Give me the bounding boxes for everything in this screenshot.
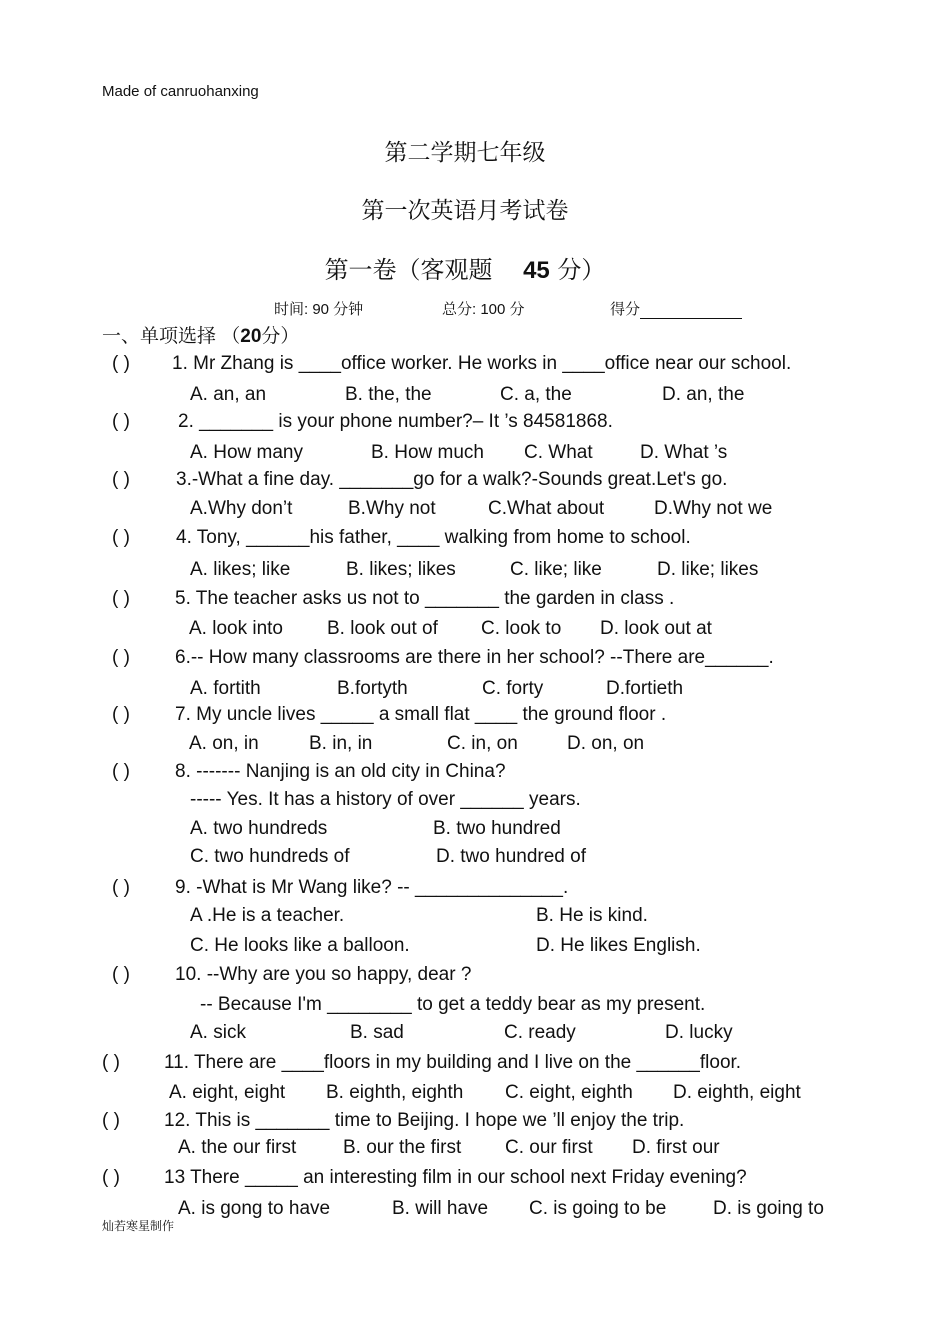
section-heading	[102, 321, 299, 348]
part-title	[0, 250, 930, 285]
q13-option-c: C. is going to be	[529, 1198, 667, 1219]
section-points: 20	[240, 326, 262, 347]
q7-option-d: D. on, on	[567, 733, 645, 754]
q11-option-b: B. eighth, eighth	[326, 1082, 464, 1103]
q5-stem: 5. The teacher asks us not to _______ the garden in class .	[175, 588, 675, 609]
q11-stem: 11. There are ____floors in my building and I live on the ______floor.	[164, 1052, 742, 1073]
q8-option-c: C. two hundreds of	[190, 846, 350, 867]
q8-stem: 8. ------- Nanjing is an old city in China?	[175, 761, 506, 782]
q1-stem: 1. Mr Zhang is ____office worker. He works in ____office near our school.	[172, 353, 792, 374]
q4-option-a: A. likes; like	[190, 559, 291, 580]
q3-stem: 3.-What a fine day. _______go for a walk?-Sounds great.Let's go.	[176, 469, 728, 490]
q5-option-c: C. look to	[481, 618, 562, 639]
q12-option-d: D. first our	[632, 1137, 720, 1158]
q3-paren: ( )	[112, 469, 130, 490]
q13-paren: ( )	[102, 1167, 120, 1188]
grade-title: 第二学期七年级	[384, 140, 546, 166]
q2-option-a: A. How many	[190, 442, 303, 463]
q12-option-b: B. our the first	[343, 1137, 462, 1158]
q9-option-a: A .He is a teacher.	[190, 905, 345, 926]
q2-stem: 2. _______ is your phone number?– It ’s 84581868.	[178, 411, 613, 432]
exam-time: 时间: 90 分钟	[274, 301, 364, 318]
q8-option-d: D. two hundred of	[436, 846, 586, 867]
q2-option-d: D. What ’s	[640, 442, 728, 463]
q11-paren: ( )	[102, 1052, 120, 1073]
q10-option-c: C. ready	[504, 1022, 576, 1043]
q1-option-d: D. an, the	[662, 384, 745, 405]
q4-stem: 4. Tony, ______his father, ____ walking from home to school.	[176, 527, 691, 548]
part-suffix: 分）	[557, 256, 606, 284]
q10-stem: 10. --Why are you so happy, dear ?	[175, 964, 472, 985]
q4-option-b: B. likes; likes	[346, 559, 456, 580]
q12-paren: ( )	[102, 1110, 120, 1131]
q10-option-b: B. sad	[350, 1022, 404, 1043]
q13-option-d: D. is going to	[713, 1198, 824, 1219]
q10-option-a: A. sick	[190, 1022, 246, 1043]
q4-option-c: C. like; like	[510, 559, 602, 580]
q1-option-a: A. an, an	[190, 384, 267, 405]
q10-paren: ( )	[112, 964, 130, 985]
q5-option-b: B. look out of	[327, 618, 438, 639]
q3-option-a: A.Why don’t	[190, 498, 293, 519]
q6-option-d: D.fortieth	[606, 678, 684, 699]
q7-option-b: B. in, in	[309, 733, 373, 754]
q3-option-c: C.What about	[488, 498, 605, 519]
q1-paren: ( )	[112, 353, 130, 374]
q11-option-c: C. eight, eighth	[505, 1082, 633, 1103]
exam-total: 总分: 100 分	[442, 301, 525, 318]
section-label: 一、单项选择 （	[102, 326, 241, 347]
q2-option-b: B. How much	[371, 442, 484, 463]
q2-paren: ( )	[112, 411, 130, 432]
q3-option-d: D.Why not we	[654, 498, 773, 519]
q10-stem-reply: -- Because I'm ________ to get a teddy bear as my present.	[200, 994, 706, 1015]
q1-option-c: C. a, the	[500, 384, 572, 405]
q7-option-a: A. on, in	[189, 733, 259, 754]
q5-paren: ( )	[112, 588, 130, 609]
q4-option-d: D. like; likes	[657, 559, 759, 580]
q9-option-c: C. He looks like a balloon.	[190, 935, 410, 956]
q7-stem: 7. My uncle lives _____ a small flat ____ the ground floor .	[175, 704, 667, 725]
q9-option-b: B. He is kind.	[536, 905, 648, 926]
score-label: 得分	[610, 301, 641, 318]
q6-paren: ( )	[112, 647, 130, 668]
q6-stem: 6.-- How many classrooms are there in her school? --There are______.	[175, 647, 774, 668]
q8-option-b: B. two hundred	[433, 818, 561, 839]
section-suffix: 分）	[261, 326, 300, 347]
q12-stem: 12. This is _______ time to Beijing. I hope we ’ll enjoy the trip.	[164, 1110, 685, 1131]
q2-option-c: C. What	[524, 442, 593, 463]
q5-option-d: D. look out at	[600, 618, 712, 639]
q11-option-a: A. eight, eight	[169, 1082, 286, 1103]
part-prefix: 第一卷（客观题	[324, 256, 493, 284]
q6-option-c: C. forty	[482, 678, 544, 699]
q4-paren: ( )	[112, 527, 130, 548]
q8-option-a: A. two hundreds	[190, 818, 328, 839]
q1-option-b: B. the, the	[345, 384, 432, 405]
q8-paren: ( )	[112, 761, 130, 782]
q7-option-c: C. in, on	[447, 733, 518, 754]
q6-option-a: A. fortith	[190, 678, 261, 699]
page-header: Made of canruohanxing	[102, 83, 259, 100]
part-score: 45	[523, 257, 550, 284]
q3-option-b: B.Why not	[348, 498, 436, 519]
q13-option-a: A. is gong to have	[178, 1198, 331, 1219]
score-blank	[640, 303, 742, 319]
q13-option-b: B. will have	[392, 1198, 489, 1219]
q7-paren: ( )	[112, 704, 130, 725]
exam-score-field	[610, 298, 742, 319]
q13-stem: 13 There _____ an interesting film in our school next Friday evening?	[164, 1167, 747, 1188]
q9-stem: 9. -What is Mr Wang like? -- ______________.	[175, 877, 569, 898]
q6-option-b: B.fortyth	[337, 678, 408, 699]
q11-option-d: D. eighth, eight	[673, 1082, 801, 1103]
q5-option-a: A. look into	[189, 618, 283, 639]
q9-option-d: D. He likes English.	[536, 935, 701, 956]
q12-option-a: A. the our first	[178, 1137, 297, 1158]
page-footer: 灿若寒星制作	[102, 1219, 175, 1233]
q10-option-d: D. lucky	[665, 1022, 733, 1043]
q12-option-c: C. our first	[505, 1137, 593, 1158]
exam-title: 第一次英语月考试卷	[361, 198, 569, 224]
q9-paren: ( )	[112, 877, 130, 898]
q8-stem-reply: ----- Yes. It has a history of over ______ years.	[190, 789, 581, 810]
